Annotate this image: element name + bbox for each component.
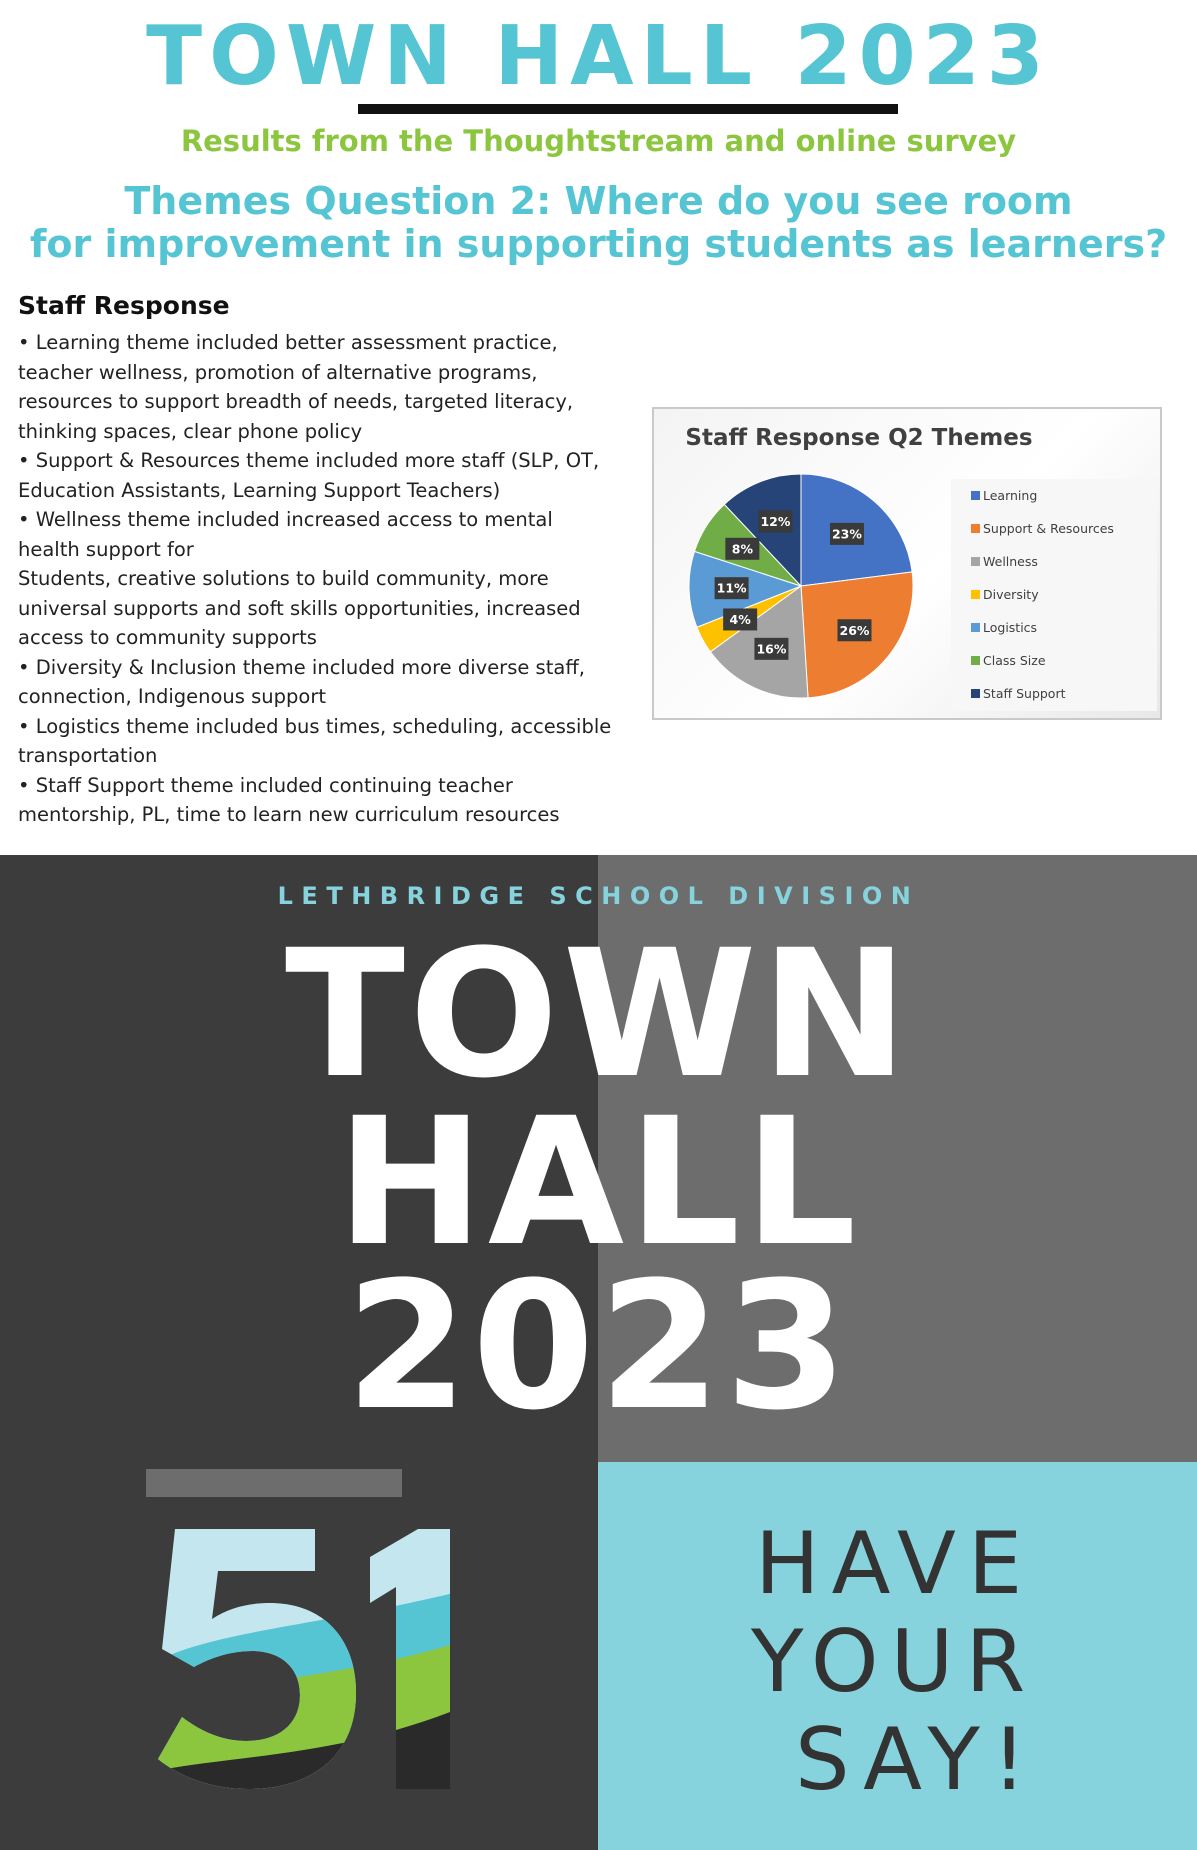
legend-label: Support & Resources [983, 521, 1114, 536]
question-line-2: for improvement in supporting students as learners? [29, 222, 1168, 266]
staff-response-line: universal supports and soft skills opportunities, increased [18, 596, 581, 620]
data-label-text: 11% [716, 580, 747, 596]
staff-response-line: • Logistics theme included bus times, scheduling, accessible [18, 714, 612, 738]
question-line-1: Themes Question 2: Where do you see room [124, 179, 1073, 223]
data-label-text: 8% [731, 541, 753, 557]
data-label [838, 619, 872, 641]
poster-title-line-3: 2023 [345, 1244, 852, 1449]
data-label-text: 23% [831, 526, 862, 542]
data-label [754, 638, 788, 660]
staff-response-line: • Diversity & Inclusion theme included more diverse staff, [18, 655, 585, 679]
legend-label: Logistics [983, 620, 1038, 635]
page-subtitle: Results from the Thoughtstream and online survey [180, 124, 1017, 158]
staff-response-line: Students, creative solutions to build community, more [18, 567, 549, 590]
division-51-logo [140, 1469, 470, 1819]
title-underline [358, 104, 898, 114]
town-hall-poster [0, 855, 1197, 1850]
have-your-say-tagline [598, 1515, 1197, 1809]
logo-text: 51 [140, 1469, 142, 1470]
legend-label: Class Size [983, 653, 1046, 668]
staff-response-line: • Learning theme included better assessment practice, [18, 331, 558, 354]
staff-response-line: • Staff Support theme included continuing teacher [18, 773, 513, 797]
staff-response-line: teacher wellness, promotion of alternative programs, [18, 360, 538, 384]
staff-response-line: connection, Indigenous support [18, 685, 326, 708]
pie-chart [652, 407, 1162, 720]
legend-item [951, 479, 1157, 512]
division-name: LETHBRIDGE SCHOOL DIVISION [277, 882, 920, 910]
staff-response-line: mentorship, PL, time to learn new curriculum resources [18, 803, 560, 826]
legend-swatch [971, 557, 980, 566]
data-label [723, 608, 757, 630]
report-section [0, 0, 1197, 855]
staff-response-line: • Wellness theme included increased access to mental [18, 508, 553, 531]
staff-response-line: Education Assistants, Learning Support Teachers) [18, 478, 501, 502]
tagline-line-2: YOUR [751, 1612, 1038, 1712]
staff-response-line: access to community supports [18, 626, 317, 649]
legend-label: Staff Support [983, 686, 1066, 701]
tagline-line-3: SAY! [795, 1710, 1039, 1810]
legend-item [951, 578, 1157, 611]
chart-title: Staff Response Q2 Themes [685, 425, 1033, 451]
legend-swatch [971, 623, 980, 632]
pie-chart-plot [686, 471, 916, 701]
legend-item [951, 611, 1157, 644]
page-title: TOWN HALL 2023 [146, 9, 1051, 104]
data-label [715, 577, 749, 599]
legend-swatch [971, 491, 980, 500]
legend-label: Diversity [983, 587, 1039, 602]
staff-response-list [18, 328, 638, 830]
legend-swatch [971, 590, 980, 599]
staff-response-line: health support for [18, 537, 194, 561]
data-label-text: 4% [729, 611, 751, 627]
legend-item [951, 677, 1157, 710]
data-label [830, 523, 864, 545]
legend-label: Wellness [983, 554, 1038, 569]
chart-legend [951, 479, 1157, 711]
poster-title-line-1: TOWN [284, 912, 913, 1117]
tagline-line-1: HAVE [755, 1514, 1035, 1614]
legend-swatch [971, 656, 980, 665]
legend-swatch [971, 524, 980, 533]
legend-item [951, 512, 1157, 545]
poster-title-line-2: HALL [336, 1080, 861, 1285]
data-label [758, 510, 792, 532]
legend-swatch [971, 689, 980, 698]
legend-item [951, 644, 1157, 677]
data-label-text: 12% [760, 513, 791, 529]
logo-bar [146, 1469, 402, 1497]
staff-response-line: • Support & Resources theme included more staff (SLP, OT, [18, 449, 600, 472]
staff-response-heading: Staff Response [18, 291, 230, 320]
staff-response-line: thinking spaces, clear phone policy [18, 419, 363, 443]
legend-label: Learning [983, 488, 1038, 503]
data-label-text: 16% [756, 641, 787, 657]
question-heading [0, 180, 1197, 266]
data-label [725, 538, 759, 560]
legend-item [951, 545, 1157, 578]
staff-response-line: transportation [18, 744, 158, 767]
staff-response-line: resources to support breadth of needs, targeted literacy, [18, 390, 574, 413]
data-label-text: 26% [839, 622, 870, 638]
